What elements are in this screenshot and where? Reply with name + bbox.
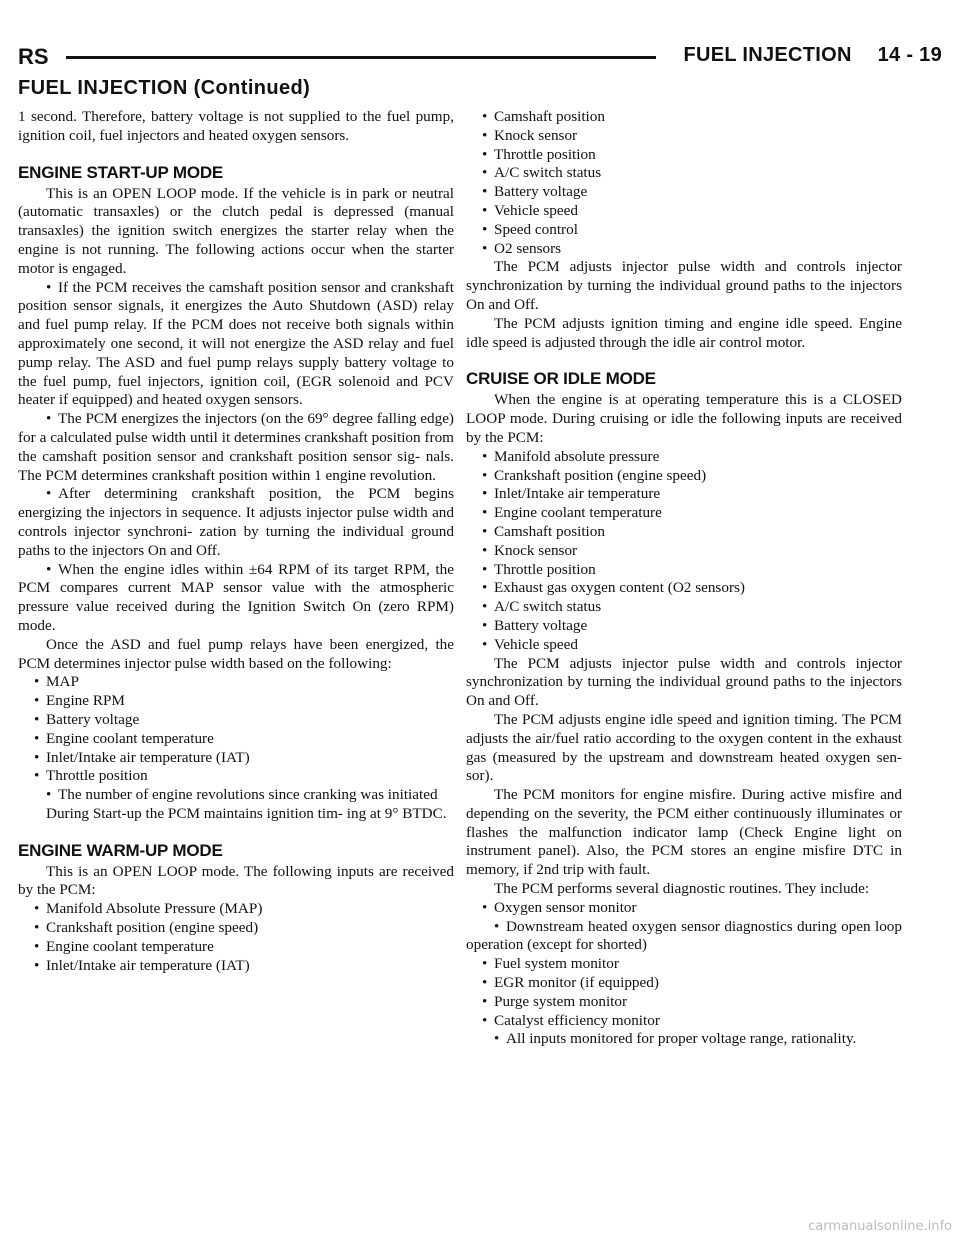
paragraph: During Start-up the PCM maintains ignition tim- ing at 9° BTDC. [46,804,447,822]
list-item: • Vehicle speed [466,636,902,655]
section-heading-cruise-idle: CRUISE OR IDLE MODE [466,369,656,389]
list-item: • Fuel system monitor [466,955,902,974]
paragraph: When the engine is at operating temperature this is a CLOSED LOOP mode. During cruising or idle the following inputs are received by the PCM: [466,391,902,446]
list-item: • Camshaft position [466,523,902,542]
header-rule [66,56,656,59]
page-header [18,44,942,72]
list-item: • Catalyst efficiency monitor [466,1012,902,1031]
paragraph: The PCM performs several diagnostic routines. They include: [494,880,870,898]
list-item: • Camshaft position [466,108,902,127]
list-item: • Engine coolant temperature [18,938,454,957]
paragraph: Once the ASD and fuel pump relays have been energized, the PCM determines injector pulse width based on the following: [18,635,454,672]
list-item: • Manifold Absolute Pressure (MAP) [18,900,454,919]
continued-heading: FUEL INJECTION (Continued) [18,77,311,99]
right-column [466,108,902,1049]
paragraph: This is an OPEN LOOP mode. If the vehicle is in park or neutral (automatic transaxles) or the clutch pedal is depressed (manual transaxles) the ignition switch energizes the starter relay when the engine is not running. The following actions occur when the starter motor is engaged. [18,184,454,277]
list-item: • Speed control [466,221,902,240]
list-item: • Battery voltage [18,711,454,730]
list-item: • Throttle position [466,146,902,165]
list-item: • Inlet/Intake air temperature [466,485,902,504]
list-item: • A/C switch status [466,598,902,617]
list-item: • Engine coolant temperature [466,504,902,523]
list-item: • A/C switch status [466,164,902,183]
list-item: • Knock sensor [466,542,902,561]
list-item: • Throttle position [466,561,902,580]
paragraph: The PCM monitors for engine misfire. During active misfire and depending on the severity, the PCM either continuously illuminates or flashes the malfunction indicator lamp (Check Engine light on instrument panel). Also, the PCM stores an engine misfire DTC in memory, if 2nd trip with fault. [466,786,902,879]
list-item: • Downstream heated oxygen sensor diagnostics during open loop operation (except for shorted) [466,918,902,956]
list-item: • Crankshaft position (engine speed) [18,919,454,938]
list-item: • Knock sensor [466,127,902,146]
list-item: • Throttle position [18,767,454,786]
list-item: • MAP [18,673,454,692]
paragraph: This is an OPEN LOOP mode. The following inputs are received by the PCM: [18,862,454,899]
intro-paragraph: 1 second. Therefore, battery voltage is not supplied to the fuel pump, ignition coil, fuel injectors and heated oxygen sensors. [18,108,454,144]
bullet-paragraph: • After determining crankshaft position, the PCM begins energizing the injectors in sequence. It adjusts injector pulse width and controls injector synchroni- zation by turning the individual ground paths to the injectors On and Off. [18,485,454,560]
list-item: • All inputs monitored for proper voltage range, rationality. [466,1030,902,1049]
list-item: • Battery voltage [466,183,902,202]
list-item: • Inlet/Intake air temperature (IAT) [18,749,454,768]
header-code: RS [18,44,49,69]
left-column [18,108,454,975]
list-item: • O2 sensors [466,240,902,259]
bullet-paragraph: • If the PCM receives the camshaft position sensor and crankshaft position sensor signals, it energizes the Auto Shutdown (ASD) relay and fuel pump relay. If the PCM does not receive both signals within approximately one second, it will not energize the ASD relay and fuel pump relay. The ASD and fuel pump relays supply battery voltage to the fuel pump, fuel injectors, ignition coil, (EGR solenoid and PCV heater if equipped) and heated oxygen sensors. [18,279,454,411]
bullet-paragraph: • The PCM energizes the injectors (on the 69° degree falling edge) for a calculated pulse width until it determines crankshaft position from the camshaft position sensor and crankshaft position sensor sig- nals. The PCM determines crankshaft position within 1 engine revolution. [18,410,454,485]
paragraph: The PCM adjusts ignition timing and engine idle speed. Engine idle speed is adjusted through the idle air control motor. [466,314,902,351]
list-item: • Engine coolant temperature [18,730,454,749]
header-page-number: 14 - 19 [877,44,942,66]
list-item: • Engine RPM [18,692,454,711]
list-item: • Purge system monitor [466,993,902,1012]
list-item: • Vehicle speed [466,202,902,221]
header-right [663,44,942,67]
list-item: • EGR monitor (if equipped) [466,974,902,993]
paragraph: The PCM adjusts engine idle speed and ignition timing. The PCM adjusts the air/fuel ratio according to the oxygen content in the exhaust gas (measured by the upstream and downstream heated oxygen sen- sor). [466,710,902,785]
list-item: • Crankshaft position (engine speed) [466,467,902,486]
paragraph: The PCM adjusts injector pulse width and controls injector synchronization by turning the individual ground paths to the injectors On and Off. [466,654,902,710]
list-item: • Exhaust gas oxygen content (O2 sensors) [466,579,902,598]
paragraph: The PCM adjusts injector pulse width and controls injector synchronization by turning the individual ground paths to the injectors On and Off. [466,258,902,313]
section-heading-warm-up: ENGINE WARM-UP MODE [18,840,223,860]
list-item: • Oxygen sensor monitor [466,899,902,918]
list-item: • Inlet/Intake air temperature (IAT) [18,957,454,976]
watermark-footer: carmanualsonline.info [808,1219,952,1234]
section-heading-start-up: ENGINE START-UP MODE [18,162,224,182]
header-section: FUEL INJECTION [683,44,852,66]
list-item: • Manifold absolute pressure [466,448,902,467]
list-item: • The number of engine revolutions since cranking was initiated [18,786,454,805]
list-item: • Battery voltage [466,617,902,636]
bullet-paragraph: • When the engine idles within ±64 RPM of its target RPM, the PCM compares current MAP sensor value with the atmospheric pressure value received during the Ignition Switch On (zero RPM) mode. [18,561,454,636]
